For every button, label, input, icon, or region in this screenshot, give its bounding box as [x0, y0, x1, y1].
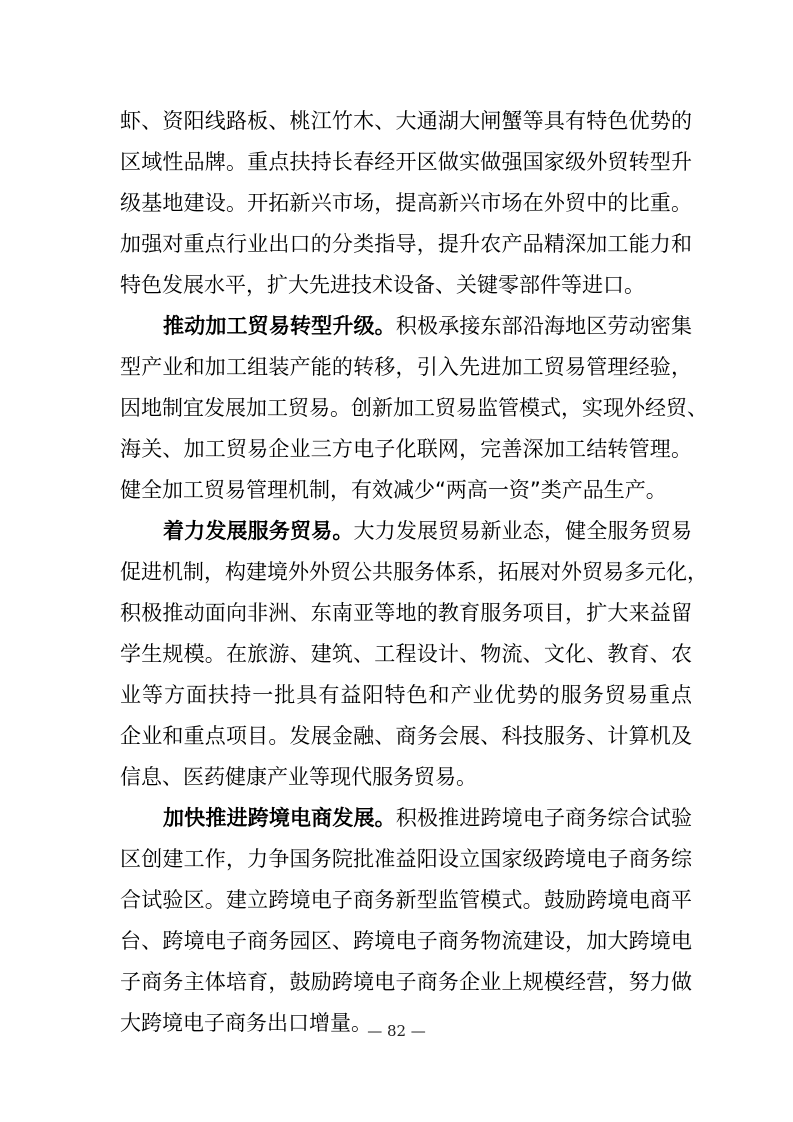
paragraph-4-heading: 加快推进跨境电商发展。	[163, 806, 396, 830]
paragraph-3-line-2: 促进机制，构建境外外贸公共服务体系，拓展对外贸易多元化，	[120, 560, 708, 584]
paragraph-4-line-1	[120, 798, 692, 839]
paragraph-1-line-4: 加强对重点行业出口的分类指导，提升农产品精深加工能力和	[120, 232, 692, 256]
paragraph-3-line-1	[120, 511, 692, 552]
paragraph-2-heading: 推动加工贸易转型升级。	[163, 314, 396, 338]
paragraph-3-line-7: 信息、医药健康产业等现代服务贸易。	[120, 765, 477, 789]
paragraph-2-line-3: 因地制宜发展加工贸易。创新加工贸易监管模式，实现外经贸、	[120, 396, 708, 420]
paragraph-1-line-1: 虾、资阳线路板、桃江竹木、大通湖大闸蟹等具有特色优势的	[120, 109, 692, 133]
paragraph-1-line-3: 级基地建设。开拓新兴市场，提高新兴市场在外贸中的比重。	[120, 191, 692, 215]
paragraph-3-line-5: 业等方面扶持一批具有益阳特色和产业优势的服务贸易重点	[120, 683, 692, 707]
paragraph-4-line-6: 大跨境电子商务出口增量。	[120, 1011, 372, 1035]
paragraph-4-line-1-text: 积极推进跨境电子商务综合试验	[395, 806, 693, 830]
paragraph-2-line-4: 海关、加工贸易企业三方电子化联网，完善深加工结转管理。	[120, 437, 692, 461]
paragraph-4-line-3: 合试验区。建立跨境电子商务新型监管模式。鼓励跨境电商平	[120, 888, 692, 912]
paragraph-2-line-5: 健全加工贸易管理机制，有效减少“两高一资”类产品生产。	[120, 478, 667, 502]
page-number: — 82 —	[367, 1022, 426, 1040]
paragraph-2-line-1	[120, 306, 692, 347]
paragraph-3-heading: 着力发展服务贸易。	[163, 519, 354, 543]
paragraph-1-line-2: 区域性品牌。重点扶持长春经开区做实做强国家级外贸转型升	[120, 150, 692, 174]
paragraph-4-line-4: 台、跨境电子商务园区、跨境电子商务物流建设，加大跨境电	[120, 929, 692, 953]
paragraph-3-line-4: 学生规模。在旅游、建筑、工程设计、物流、文化、教育、农	[120, 642, 692, 666]
body-text	[120, 101, 708, 1044]
paragraph-2-line-1-text: 积极承接东部沿海地区劳动密集	[395, 314, 693, 338]
paragraph-4-line-5: 子商务主体培育，鼓励跨境电子商务企业上规模经营，努力做	[120, 970, 692, 994]
paragraph-4-line-2: 区创建工作，力争国务院批准益阳设立国家级跨境电子商务综	[120, 847, 692, 871]
paragraph-1-line-5: 特色发展水平，扩大先进技术设备、关键零部件等进口。	[120, 273, 645, 297]
paragraph-3-line-3: 积极推动面向非洲、东南亚等地的教育服务项目，扩大来益留	[120, 601, 692, 625]
paragraph-2-line-2: 型产业和加工组装产能的转移，引入先进加工贸易管理经验，	[120, 355, 692, 379]
paragraph-3-line-6: 企业和重点项目。发展金融、商务会展、科技服务、计算机及	[120, 724, 692, 748]
paragraph-3-line-1-text: 大力发展贸易新业态，健全服务贸易	[353, 519, 692, 543]
